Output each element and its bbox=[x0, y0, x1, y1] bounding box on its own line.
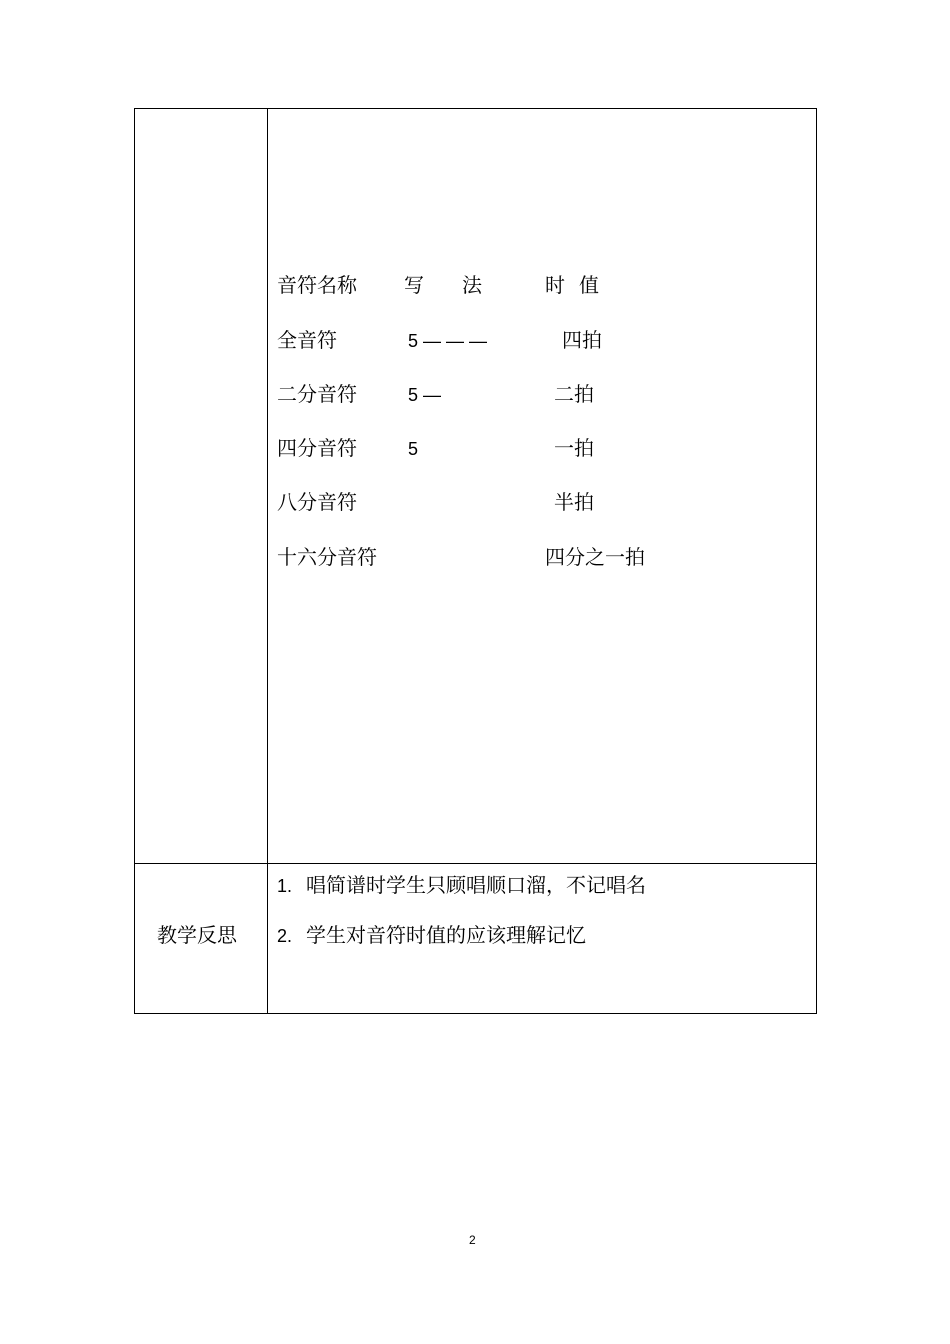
table-border-right bbox=[816, 108, 817, 1014]
row-note-name: 八分音符 bbox=[277, 490, 357, 514]
row-duration: 四分之一拍 bbox=[545, 545, 645, 569]
row-duration: 四拍 bbox=[562, 328, 602, 352]
row-duration: 半拍 bbox=[554, 490, 594, 514]
page-number: 2 bbox=[469, 1233, 476, 1247]
row-duration: 二拍 bbox=[554, 382, 594, 406]
row-note-name: 四分音符 bbox=[277, 436, 357, 460]
row-note-name: 全音符 bbox=[277, 328, 337, 352]
row-duration: 一拍 bbox=[554, 436, 594, 460]
reflection-item-text: 学生对音符时值的应该理解记忆 bbox=[306, 923, 586, 947]
row-writing: 5 bbox=[408, 439, 419, 459]
table-border-top bbox=[134, 108, 817, 109]
table-row-divider bbox=[134, 863, 817, 864]
table-border-bottom bbox=[134, 1013, 817, 1014]
reflection-item-number: 1. bbox=[277, 876, 293, 896]
table-column-divider bbox=[267, 108, 268, 1014]
header-note-name: 音符名称 bbox=[277, 273, 357, 297]
header-writing-second: 法 bbox=[462, 273, 482, 297]
reflection-item-text: 唱简谱时学生只顾唱顺口溜，不记唱名 bbox=[306, 873, 646, 897]
row-writing: 5 — — — bbox=[408, 331, 488, 351]
header-duration-second: 值 bbox=[579, 273, 599, 297]
reflection-label: 教学反思 bbox=[157, 923, 237, 947]
header-writing-first: 写 bbox=[404, 273, 424, 297]
table-border-left bbox=[134, 108, 135, 1014]
row-note-name: 十六分音符 bbox=[277, 545, 377, 569]
row-note-name: 二分音符 bbox=[277, 382, 357, 406]
row-writing: 5 — bbox=[408, 385, 442, 405]
reflection-item-number: 2. bbox=[277, 926, 293, 946]
header-duration-first: 时 bbox=[545, 273, 565, 297]
